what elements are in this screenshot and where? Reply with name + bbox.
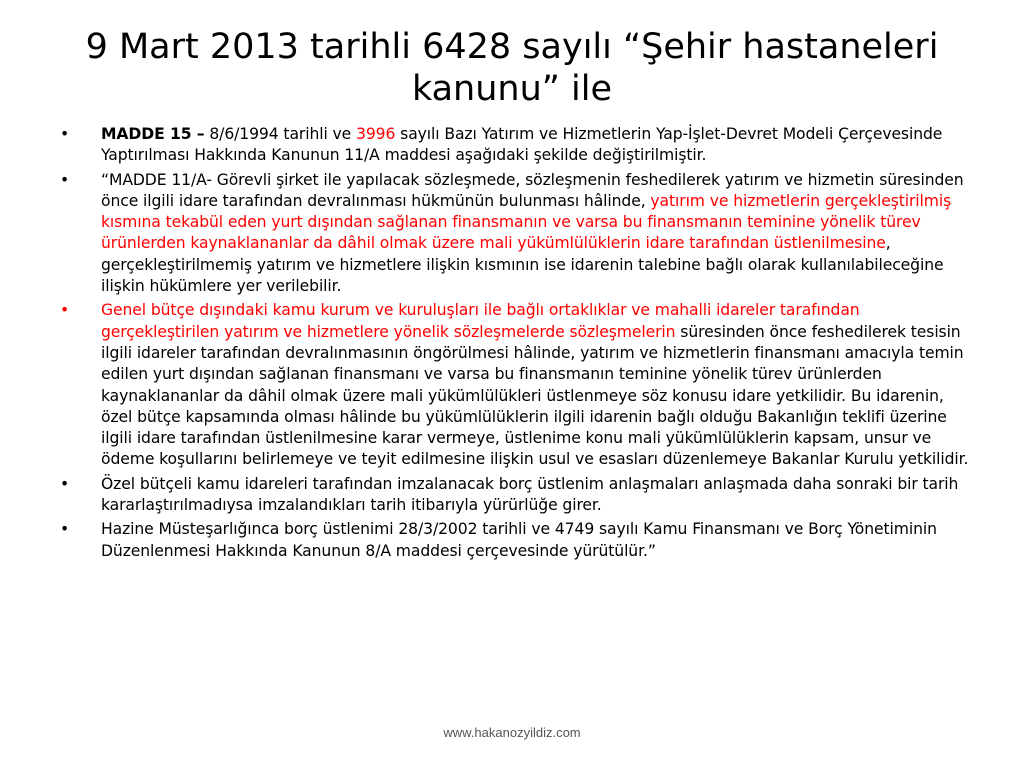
highlighted-text: yatırım ve hizmetlerin gerçekleştirilmiş kısmına tekabül eden yurt dışından sağlanan finansmanın ve varsa bu finansmanın teminine yönelik türev ürünlerden kaynaklananlar da dâhil olmak üzere mali yükümlülüklerin idare tarafından üstlenilmesine (101, 191, 952, 253)
bullet-dot: • (60, 520, 70, 539)
bullet-text: “MADDE 11/A- Görevli şirket ile yapılacak sözleşmede, sözleşmenin feshedilerek yatırım ve hizmetin süresinden önce ilgili idare tarafından devralınması hükmünün bulunması hâlinde, (101, 170, 964, 210)
bullet-text: sayılı Bazı Yatırım ve Hizmetlerin Yap-İşlet-Devret Modeli Çerçevesinde Yaptırılması Hakkında Kanunun 11/A maddesi aşağıdaki şekilde değiştirilmiştir. (101, 125, 943, 165)
bullet-item-hazine (60, 519, 972, 562)
slide-title: 9 Mart 2013 tarihli 6428 sayılı “Şehir hastaneleri kanunu” ile (85, 27, 939, 109)
bullet-list (60, 124, 972, 565)
footer-url: www.hakanozyildiz.com (443, 725, 581, 740)
bullet-item-madde-11a (60, 170, 972, 298)
law-number-highlight: 3996 (356, 125, 396, 143)
bullet-dot: • (60, 474, 70, 493)
madde-15-heading: MADDE 15 – (101, 125, 205, 143)
bullet-item-genel-butce (60, 300, 972, 470)
bullet-dot: • (60, 301, 70, 320)
bullet-text: 8/6/1994 tarihli ve (204, 125, 357, 143)
bullet-dot: • (60, 125, 70, 143)
bullet-text: Özel bütçeli kamu idareleri tarafından imzalanacak borç üstlenim anlaşmaları anlaşmada daha sonraki bir tarih kararlaştırılmadıysa imzalandıkları tarih itibarıyla yürürlüğe girer. (101, 474, 959, 515)
bullet-text: Hazine Müsteşarlığınca borç üstlenimi 28/3/2002 tarihli ve 4749 sayılı Kamu Finansmanı ve Borç Yönetiminin Düzenlenmesi Hakkında Kanunun 8/A maddesi çerçevesinde yürütülür.” (101, 520, 937, 560)
highlighted-text: Genel bütçe dışındaki kamu kurum ve kuruluşları ile bağlı ortaklıklar ve mahalli idareler tarafından gerçekleştirilen yatırım ve hizmetlere yönelik sözleşmelerde sözleşmelerin (101, 301, 860, 341)
bullet-item-ozel-butceli (60, 474, 972, 517)
bullet-text: süresinden önce feshedilerek tesisin ilgili idareler tarafından devralınmasının öngörülmesi hâlinde, yatırım ve hizmetlerin finansmanı amacıyla temin edilen yurt dışından sağlanan finansmanı ve varsa bu finansmanın teminine yönelik türev ürünlerden kaynaklananlar da dâhil olmak üzere mali yükümlülükleri üstlenmeye söz konusu idare yetkilidir. Bu idarenin, özel bütçe kapsamında olması hâlinde bu yükümlülüklerin ilgili idarenin bağlı olduğu Bakanlığın teklifi üzerine ilgili idare tarafından üstlenilmesine karar vermeye, üstlenime konu mali yükümlülüklerin kapsam, unsur ve ödeme koşullarını belirlemeye ve teyit edilmesine ilişkin usul ve esasları düzenlemeye Bakanlar Kurulu yetkilidir. (101, 322, 969, 469)
bullet-item-madde-15 (60, 124, 972, 167)
bullet-text: , gerçekleştirilmemiş yatırım ve hizmetlere ilişkin kısmının ise idarenin talebine bağlı olarak kullanılabileceğine ilişkin hükümlere yer verilebilir. (101, 234, 944, 296)
bullet-dot: • (60, 170, 70, 189)
